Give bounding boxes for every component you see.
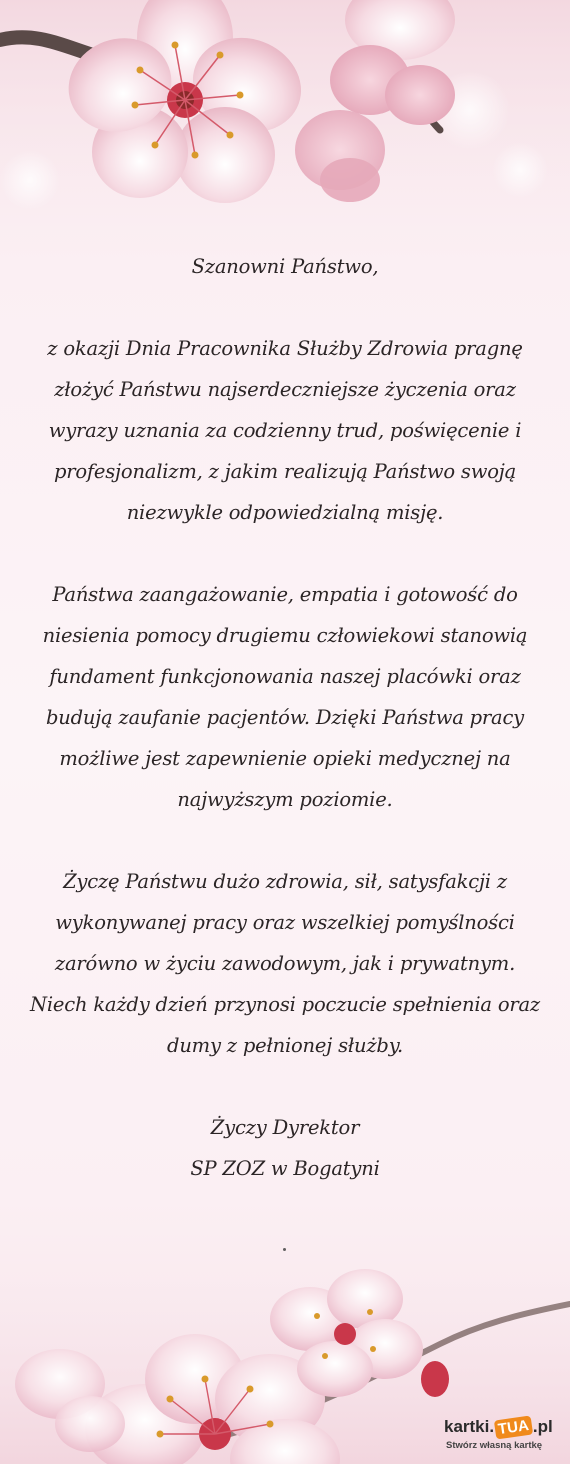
brand-name-prefix: kartki. — [444, 1417, 495, 1436]
brand-name — [444, 1416, 553, 1438]
card-message — [30, 246, 540, 1189]
kartki-tua-logo[interactable] — [444, 1416, 564, 1454]
brand-name-badge: TUA — [494, 1415, 533, 1439]
brand-name-suffix: .pl — [532, 1417, 553, 1436]
greeting-line: Szanowni Państwo, — [191, 255, 379, 278]
top-blossom-image — [0, 0, 570, 240]
message-paragraph-1: z okazji Dnia Pracownika Służby Zdrowia pragnę złożyć Państwu najserdeczniejsze życzenia oraz wyrazy uznania za codzienny trud, poświęcenie i profesjonalizm, z jakim realizują Państwo swoją niezwykle odpowiedzialną misję. — [47, 337, 523, 524]
brand-tagline: Stwórz własną kartkę — [446, 1440, 543, 1451]
signature-line-1: Życzy Dyrektor — [210, 1116, 360, 1139]
message-paragraph-3: Życzę Państwu dużo zdrowia, sił, satysfakcji z wykonywanej pracy oraz wszelkiej pomyślności zarówno w życiu zawodowym, jak i prywatnym. Niech każdy dzień przynosi poczucie spełnienia oraz dumy z pełnionej służby. — [30, 870, 540, 1057]
message-paragraph-2: Państwa zaangażowanie, empatia i gotowość do niesienia pomocy drugiemu człowiekowi stanowią fundament funkcjonowania naszej placówki oraz budują zaufanie pacjentów. Dzięki Państwa pracy możliwe jest zapewnienie opieki medycznej na najwyższym poziomie. — [42, 583, 528, 811]
signature-line-2: SP ZOZ w Bogatyni — [190, 1157, 380, 1180]
